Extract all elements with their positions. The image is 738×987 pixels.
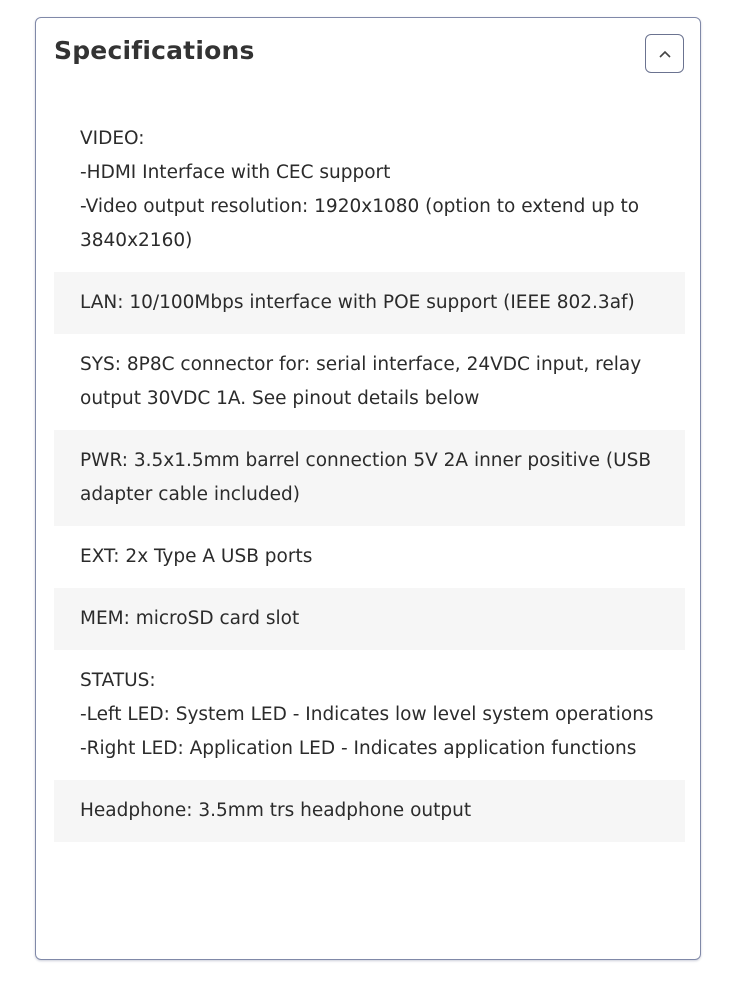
spec-text: Headphone: 3.5mm trs headphone output: [80, 800, 472, 821]
spec-text: STATUS:: [80, 670, 156, 691]
chevron-up-icon: [658, 44, 672, 63]
spec-text: -Left LED: System LED - Indicates low level system operations: [80, 704, 654, 725]
spec-list: [54, 108, 685, 842]
spec-text: -Video output resolution: 1920x1080 (option to extend up to 3840x2160): [80, 196, 640, 251]
spec-row: [54, 526, 685, 588]
spec-row: [54, 650, 685, 780]
spec-text: -HDMI Interface with CEC support: [80, 162, 391, 183]
spec-row: [54, 272, 685, 334]
spec-row: [54, 430, 685, 526]
spec-text: -Right LED: Application LED - Indicates application functions: [80, 738, 637, 759]
spec-row: [54, 108, 685, 272]
collapse-toggle-button[interactable]: [645, 34, 684, 73]
panel-title: Specifications: [54, 36, 255, 65]
spec-row: [54, 334, 685, 430]
spec-text: VIDEO:: [80, 128, 145, 149]
spec-text: LAN: 10/100Mbps interface with POE support (IEEE 802.3af): [80, 292, 635, 313]
spec-text: SYS: 8P8C connector for: serial interface, 24VDC input, relay output 30VDC 1A. See pinout details below: [80, 354, 642, 409]
spec-text: PWR: 3.5x1.5mm barrel connection 5V 2A inner positive (USB adapter cable included): [80, 450, 652, 505]
spec-row: [54, 780, 685, 842]
spec-text: EXT: 2x Type A USB ports: [80, 546, 313, 567]
specifications-panel: [35, 17, 701, 960]
spec-text: MEM: microSD card slot: [80, 608, 300, 629]
spec-row: [54, 588, 685, 650]
